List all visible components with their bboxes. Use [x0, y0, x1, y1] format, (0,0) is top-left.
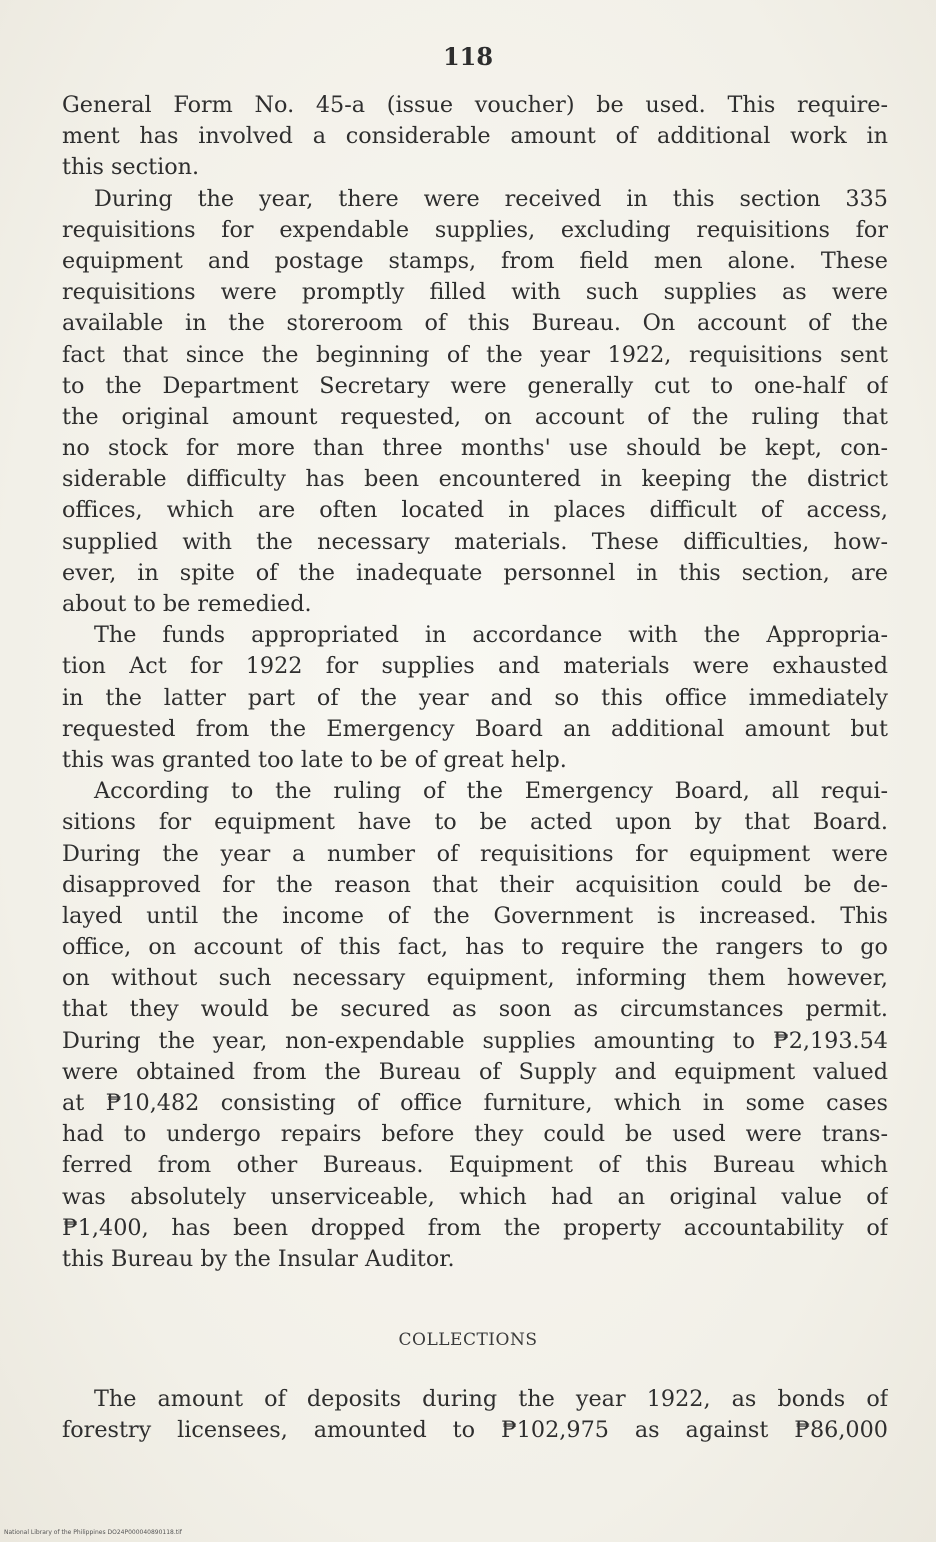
- page-number: 118: [442, 42, 494, 71]
- text-line: requested from the Emergency Board an additional amount but: [62, 715, 888, 742]
- text-line: in the latter part of the year and so this office immediately: [62, 684, 888, 711]
- text-line: about to be remedied.: [62, 591, 312, 617]
- text-line: During the year a number of requisitions for equipment were: [62, 840, 888, 867]
- text-line: ment has involved a considerable amount of additional work in: [62, 123, 888, 150]
- text-line: ferred from other Bureaus. Equipment of this Bureau which: [62, 1152, 888, 1179]
- text-line: that they would be secured as soon as circumstances permit.: [62, 996, 888, 1023]
- text-line: The amount of deposits during the year 1922, as bonds of: [94, 1386, 888, 1412]
- text-line: ₱1,400, has been dropped from the property accountability of: [62, 1214, 888, 1241]
- text-line: ever, in spite of the inadequate personnel in this section, are: [62, 559, 888, 586]
- text-line: no stock for more than three months' use should be kept, con-: [62, 435, 888, 462]
- text-line: had to undergo repairs before they could be used were trans-: [62, 1121, 888, 1148]
- text-line: The funds appropriated in accordance with the Appropria-: [94, 622, 888, 649]
- text-line: office, on account of this fact, has to require the rangers to go: [62, 934, 888, 961]
- text-line: this section.: [62, 154, 200, 181]
- text-line: According to the ruling of the Emergency Board, all requi-: [94, 778, 888, 805]
- text-line: on without such necessary equipment, informing them however,: [62, 965, 888, 992]
- text-line: was absolutely unserviceable, which had an original value of: [62, 1183, 888, 1210]
- text-line: offices, which are often located in places difficult of access,: [62, 497, 888, 524]
- scan-footer: National Library of the Philippines DO24P000040890118.tif: [4, 1529, 182, 1536]
- text-line: During the year, there were received in this section 335: [94, 185, 888, 212]
- body-text-upper: [62, 90, 888, 1275]
- text-line: the original amount requested, on account of the ruling that: [62, 403, 888, 430]
- body-text-lower: [62, 1384, 888, 1446]
- text-line: sitions for equipment have to be acted upon by that Board.: [62, 809, 888, 836]
- text-line: equipment and postage stamps, from field men alone. These: [62, 247, 888, 274]
- text-line: layed until the income of the Government is increased. This: [62, 902, 888, 929]
- section-heading: COLLECTIONS: [398, 1330, 538, 1350]
- text-line: this Bureau by the Insular Auditor.: [62, 1245, 455, 1272]
- text-line: at ₱10,482 consisting of office furniture, which in some cases: [62, 1090, 888, 1116]
- text-line: requisitions were promptly filled with such supplies as were: [62, 279, 888, 306]
- text-line: disapproved for the reason that their acquisition could be de-: [62, 871, 888, 898]
- text-line: this was granted too late to be of great help.: [62, 746, 567, 773]
- text-line: were obtained from the Bureau of Supply and equipment valued: [62, 1058, 888, 1085]
- text-line: During the year, non-expendable supplies amounting to ₱2,193.54: [62, 1027, 888, 1054]
- text-line: requisitions for expendable supplies, excluding requisitions for: [62, 216, 888, 243]
- text-line: to the Department Secretary were generally cut to one-half of: [62, 372, 888, 399]
- text-line: siderable difficulty has been encountered in keeping the district: [62, 466, 888, 493]
- text-line: General Form No. 45-a (issue voucher) be used. This require-: [62, 92, 888, 118]
- text-line: tion Act for 1922 for supplies and materials were exhausted: [62, 653, 888, 680]
- text-line: supplied with the necessary materials. These difficulties, how-: [62, 528, 888, 555]
- text-line: fact that since the beginning of the year 1922, requisitions sent: [62, 341, 888, 368]
- text-line: available in the storeroom of this Bureau. On account of the: [62, 310, 888, 337]
- text-line: forestry licensees, amounted to ₱102,975 as against ₱86,000: [62, 1417, 888, 1444]
